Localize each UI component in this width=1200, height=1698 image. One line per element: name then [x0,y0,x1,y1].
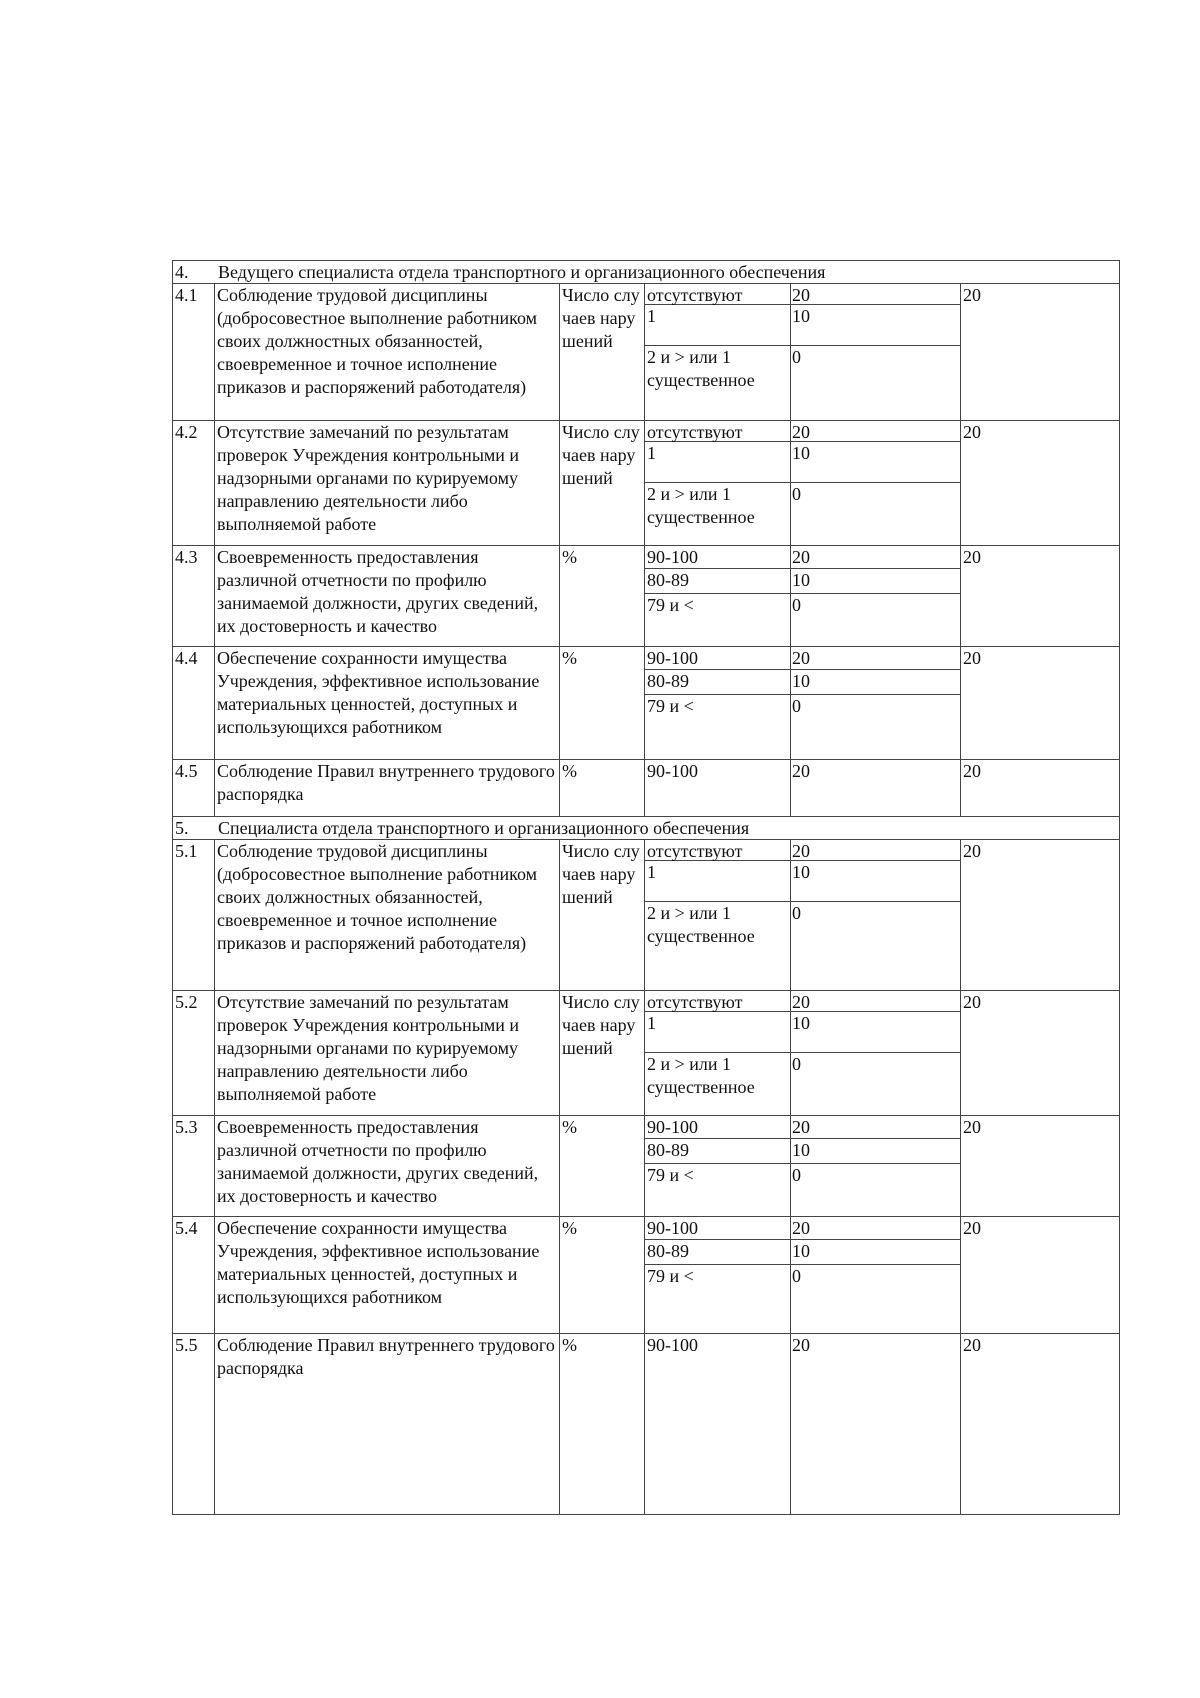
max-score: 20 [963,1218,981,1238]
indicator-row [645,1116,960,1139]
indicator-value: отсутствуют [647,285,743,305]
indicator-grid [645,1217,961,1333]
score-value: 20 [792,648,810,668]
section-title: Специалиста отдела транспортного и организационного обеспечения [218,818,750,838]
unit-text: % [560,760,645,816]
indicator-value: 79 и < [647,1266,694,1286]
criterion-text: Отсутствие замечаний по результатам проверок Учреждения контрольными и надзорными органами по курируемому направлению деятельности либо выполняемой работе [215,991,560,1115]
row-number: 4.1 [173,284,215,420]
unit-text: Число случаев нарушений [560,991,645,1115]
unit-text: Число случаев нарушений [560,840,645,990]
max-score: 20 [963,841,981,861]
unit-text: % [560,1217,645,1333]
criterion-text: Соблюдение трудовой дисциплины (добросовестное выполнение работником своих должностных обязанностей, своевременное и точное исполнение приказов и распоряжений работодателя) [215,840,560,990]
table-row [172,759,1120,816]
criterion-text: Своевременность предоставления различной отчетности по профилю занимаемой должности, других сведений, их достоверность и качество [215,1116,560,1216]
table-row [172,839,1120,990]
indicator-row [645,861,960,902]
indicator-row [645,695,960,749]
indicator-value: 2 и > или 1 существенное [647,903,755,946]
max-score: 20 [963,761,981,781]
unit-text: % [560,1116,645,1216]
section-title: Ведущего специалиста отдела транспортного и организационного обеспечения [218,262,826,282]
row-number: 4.2 [173,421,215,545]
score-value: 10 [792,1013,810,1033]
indicator-grid [645,284,961,420]
indicator-grid [645,1116,961,1216]
criteria-table [172,260,1120,1515]
score-divider [790,1217,791,1333]
score-value: 20 [792,992,810,1012]
indicator-row [645,305,960,346]
table-row [172,283,1120,420]
score-value: 20 [792,1335,810,1355]
indicator-value: 90-100 [647,1335,698,1355]
score-value: 20 [792,841,810,861]
score-divider [790,546,791,646]
row-number: 5.3 [173,1116,215,1216]
score-value: 10 [792,671,810,691]
indicator-value: 1 [647,862,656,882]
row-number: 5.4 [173,1217,215,1333]
indicator-value: отсутствуют [647,992,743,1012]
indicator-value: отсутствуют [647,422,743,442]
indicator-row [645,421,960,442]
indicator-grid [645,991,961,1115]
indicator-value: 79 и < [647,595,694,615]
indicator-row [645,647,960,670]
indicator-row [645,546,960,569]
table-row [172,1333,1120,1515]
indicator-grid [645,1334,961,1514]
indicator-row [645,840,960,861]
indicator-value: 80-89 [647,671,689,691]
criterion-text: Отсутствие замечаний по результатам проверок Учреждения контрольными и надзорными органами по курируемому направлению деятельности либо выполняемой работе [215,421,560,545]
score-value: 20 [792,761,810,781]
unit-text: % [560,546,645,646]
score-divider [790,1334,791,1514]
score-divider [790,284,791,420]
criterion-text: Соблюдение Правил внутреннего трудового распорядка [215,1334,560,1514]
indicator-row [645,442,960,483]
indicator-row [645,594,960,648]
criterion-text: Соблюдение трудовой дисциплины (добросовестное выполнение работником своих должностных обязанностей, своевременное и точное исполнение приказов и распоряжений работодателя) [215,284,560,420]
score-value: 10 [792,862,810,882]
indicator-value: отсутствуют [647,841,743,861]
row-number: 4.5 [173,760,215,816]
indicator-value: 80-89 [647,1140,689,1160]
score-value: 20 [792,1117,810,1137]
row-number: 5.2 [173,991,215,1115]
indicator-value: 2 и > или 1 существенное [647,347,755,390]
table-row [172,990,1120,1115]
section-number: 4. [175,262,189,282]
score-value: 0 [792,903,801,923]
indicator-grid [645,546,961,646]
indicator-row [645,1265,960,1319]
table-row [172,1115,1120,1216]
indicator-value: 90-100 [647,648,698,668]
indicator-value: 79 и < [647,1165,694,1185]
score-value: 0 [792,696,801,716]
max-score: 20 [963,285,981,305]
indicator-value: 2 и > или 1 существенное [647,1054,755,1097]
indicator-row [645,1164,960,1218]
indicator-row [645,670,960,695]
score-value: 0 [792,347,801,367]
table-row [172,545,1120,646]
max-score: 20 [963,648,981,668]
unit-text: Число случаев нарушений [560,284,645,420]
indicator-value: 90-100 [647,1218,698,1238]
max-score: 20 [963,992,981,1012]
score-divider [790,840,791,990]
score-value: 10 [792,1241,810,1261]
score-value: 20 [792,547,810,567]
indicator-row [645,284,960,305]
max-score: 20 [963,422,981,442]
indicator-value: 90-100 [647,1117,698,1137]
indicator-row [645,346,960,422]
indicator-row [645,902,960,978]
indicator-grid [645,840,961,990]
indicator-value: 1 [647,443,656,463]
row-number: 4.4 [173,647,215,759]
unit-text: Число случаев нарушений [560,421,645,545]
section-header [172,816,1120,839]
indicator-row [645,1139,960,1164]
indicator-grid [645,647,961,759]
table-row [172,420,1120,545]
score-divider [790,647,791,759]
criterion-text: Своевременность предоставления различной отчетности по профилю занимаемой должности, других сведений, их достоверность и качество [215,546,560,646]
indicator-row [645,1217,960,1240]
unit-text: % [560,647,645,759]
indicator-value: 90-100 [647,547,698,567]
row-number: 5.1 [173,840,215,990]
score-value: 20 [792,422,810,442]
criterion-text: Обеспечение сохранности имущества Учреждения, эффективное использование материальных ценностей, доступных и использующихся работником [215,647,560,759]
table-row [172,646,1120,759]
indicator-grid [645,760,961,816]
score-value: 10 [792,1140,810,1160]
row-number: 5.5 [173,1334,215,1514]
score-value: 0 [792,1266,801,1286]
max-score: 20 [963,547,981,567]
indicator-row [645,569,960,594]
indicator-row [645,1012,960,1053]
indicator-value: 2 и > или 1 существенное [647,484,755,527]
indicator-grid [645,421,961,545]
indicator-value: 80-89 [647,570,689,590]
indicator-value: 80-89 [647,1241,689,1261]
criterion-text: Соблюдение Правил внутреннего трудового распорядка [215,760,560,816]
max-score: 20 [963,1335,981,1355]
indicator-value: 1 [647,306,656,326]
score-value: 20 [792,1218,810,1238]
indicator-row [645,760,960,816]
indicator-row [645,991,960,1012]
row-number: 4.3 [173,546,215,646]
section-header [172,260,1120,283]
indicator-value: 1 [647,1013,656,1033]
indicator-row [645,1334,960,1514]
indicator-row [645,1240,960,1265]
score-divider [790,991,791,1115]
score-divider [790,421,791,545]
score-value: 0 [792,1165,801,1185]
score-value: 0 [792,484,801,504]
score-value: 10 [792,306,810,326]
score-value: 0 [792,1054,801,1074]
table-row [172,1216,1120,1333]
criterion-text: Обеспечение сохранности имущества Учреждения, эффективное использование материальных ценностей, доступных и использующихся работником [215,1217,560,1333]
max-score: 20 [963,1117,981,1137]
score-value: 0 [792,595,801,615]
section-number: 5. [175,818,189,838]
indicator-value: 90-100 [647,761,698,781]
score-divider [790,760,791,816]
indicator-value: 79 и < [647,696,694,716]
score-value: 10 [792,443,810,463]
score-value: 20 [792,285,810,305]
score-divider [790,1116,791,1216]
score-value: 10 [792,570,810,590]
unit-text: % [560,1334,645,1514]
